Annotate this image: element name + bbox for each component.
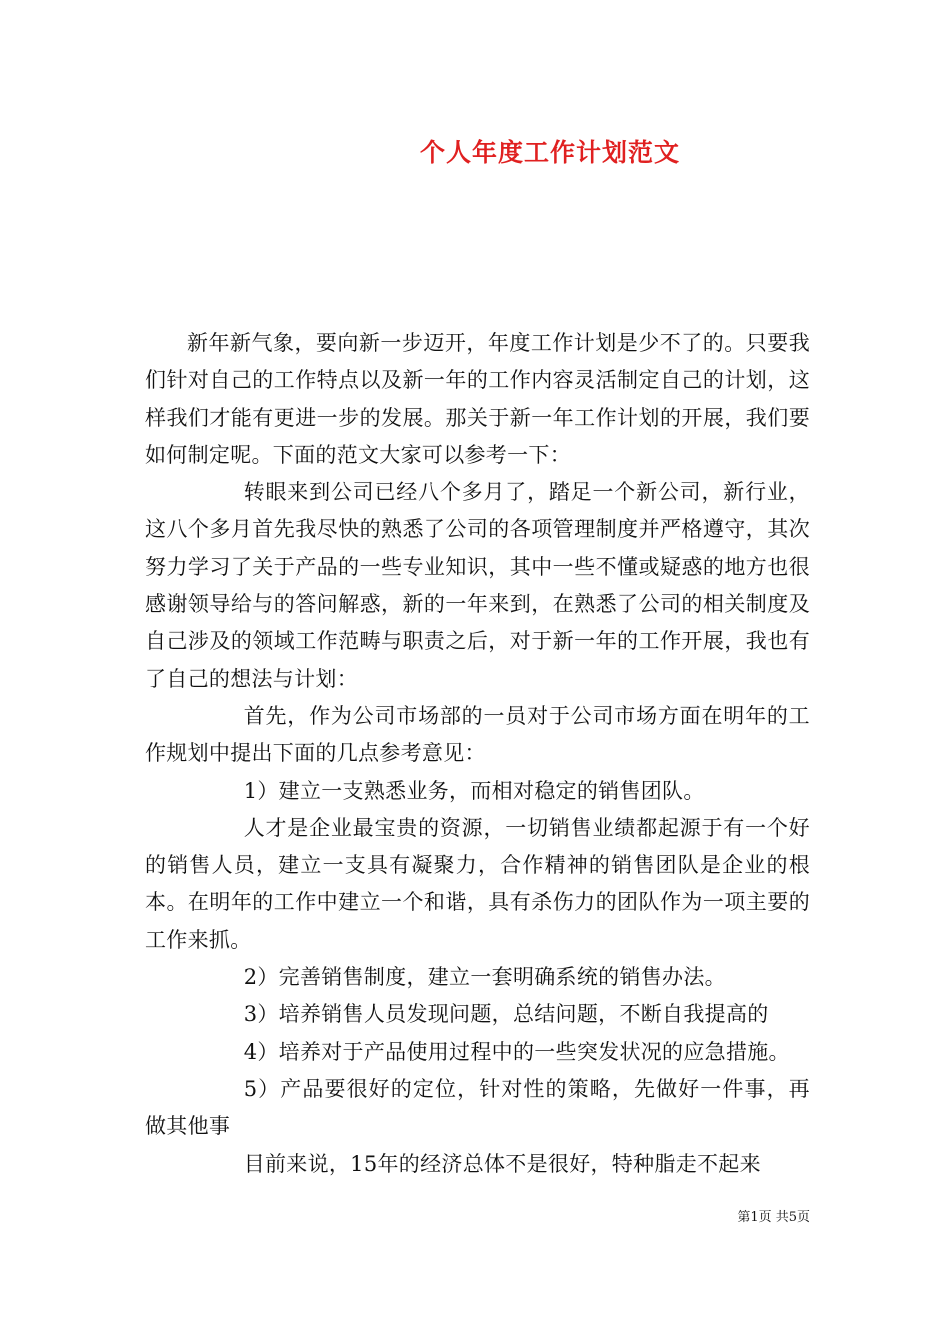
paragraph-economy: 目前来说，15年的经济总体不是很好，特种脂走不起来 (243, 1151, 761, 1176)
page-number: 第1页 共5页 (737, 1210, 810, 1225)
list-item: 3）培养销售人员发现问题，总结问题，不断自我提高的 (243, 1002, 769, 1027)
list-item: 2）完善销售制度，建立一套明确系统的销售办法。 (243, 965, 726, 990)
paragraph-talent: 人才是企业最宝贵的资源，一切销售业绩都起源于有一个好的销售人员，建立一支具有凝聚力，合作精神的销售团队是企业的根本。在明年的工作中建立一个和谐，具有杀伤力的团队作为一项主要的工作来抓。 (145, 815, 810, 952)
list-item: 4）培养对于产品使用过程中的一些突发状况的应急措施。 (243, 1039, 790, 1064)
list-item: 1）建立一支熟悉业务，而相对稳定的销售团队。 (243, 778, 705, 803)
page-title: 个人年度工作计划范文 (419, 138, 680, 167)
paragraph-background: 转眼来到公司已经八个多月了，踏足一个新公司，新行业，这八个多月首先我尽快的熟悉了公司的各项管理制度并严格遵守，其次努力学习了关于产品的一些专业知识，其中一些不懂或疑惑的地方也很感谢领导给与的答问解惑，新的一年来到，在熟悉了公司的相关制度及自己涉及的领域工作范畴与职责之后，对于新一年的工作开展，我也有了自己的想法与计划： (145, 480, 810, 691)
document-body (145, 325, 810, 1183)
list-item: 5）产品要很好的定位，针对性的策略，先做好一件事，再做其他事 (145, 1076, 810, 1139)
paragraph-suggestions: 首先，作为公司市场部的一员对于公司市场方面在明年的工作规划中提出下面的几点参考意见： (145, 703, 810, 766)
paragraph-intro: 新年新气象，要向新一步迈开，年度工作计划是少不了的。只要我们针对自己的工作特点以及新一年的工作内容灵活制定自己的计划，这样我们才能有更进一步的发展。那关于新一年工作计划的开展，我们要如何制定呢。下面的范文大家可以参考一下： (145, 331, 810, 467)
